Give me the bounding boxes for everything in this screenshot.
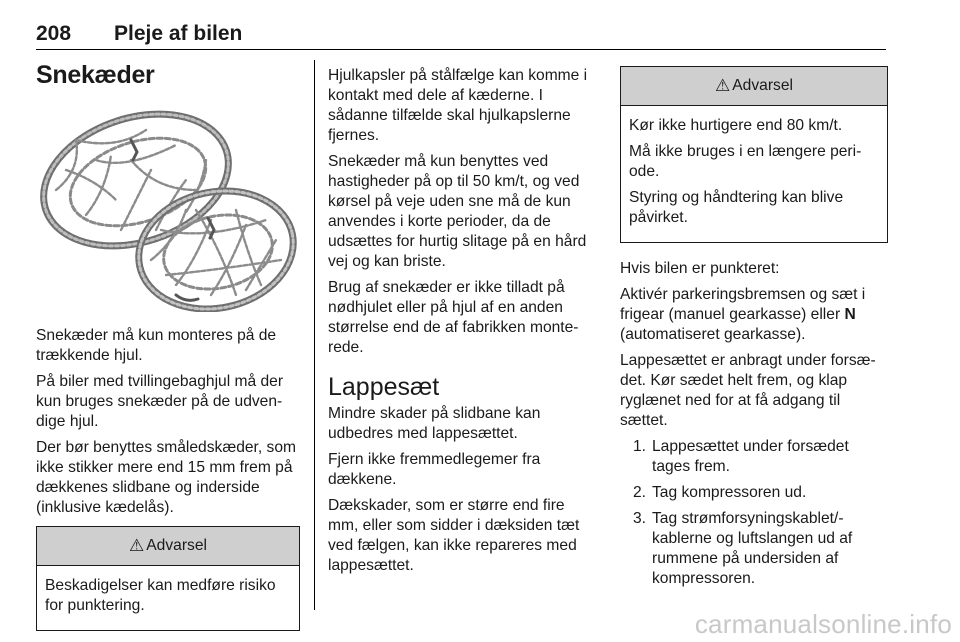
warning-box <box>620 66 888 243</box>
paragraph: Snekæder må kun benyttes ved hastigheder på op til 50 km/t, og ved kørsel på veje uden sne må de kun anvendes i korte perioder, da de udsættes for hurtig slitage på en hård vej og kan briste. <box>328 153 587 270</box>
paragraph: Hjulkapsler på stålfælge kan komme i kontakt med dele af kæderne. I sådanne tilfælde skal hjulkapslerne fjernes. <box>328 67 588 144</box>
text-run: (automatiseret gearkasse). <box>620 326 806 343</box>
step-number: 2. <box>632 484 646 501</box>
section-title-snow-chains: Snekæder <box>36 61 155 89</box>
step-number: 3. <box>632 510 646 527</box>
watermark: carmanualsonline.info <box>694 609 952 639</box>
warning-title: Advarsel <box>732 77 793 94</box>
warning-header <box>37 527 299 566</box>
paragraph: Dækskader, som er større end fire mm, eller som sidder i dæksiden tæt ved fælgen, kan ikke repareres med lappesættet. <box>328 497 580 574</box>
step-text: Tag kompressoren ud. <box>652 484 807 501</box>
step-text: Lappesættet under forsædet tages frem. <box>652 438 849 475</box>
warning-box <box>36 526 300 631</box>
list-item <box>620 437 888 477</box>
paragraph: Lappesættet er anbragt under forsæ-det. Kør sædet helt frem, og klap ryglænet ned for at få adgang til sættet. <box>620 352 876 429</box>
list-item <box>620 509 888 589</box>
snow-chain-icon <box>36 100 298 312</box>
steps-list <box>620 437 888 589</box>
warning-header <box>621 67 887 106</box>
step-number: 1. <box>632 438 646 455</box>
paragraph: Der bør benyttes småledskæder, som ikke stikker mere end 15 mm frem på dækkenes slidbane og inderside (inklusive kædelås). <box>36 439 296 516</box>
list-item <box>620 483 888 503</box>
chapter-title: Pleje af bilen <box>114 22 243 45</box>
warning-body <box>621 106 887 242</box>
paragraph <box>620 285 888 345</box>
page-number: 208 <box>36 22 72 45</box>
section-title-repair-kit: Lappesæt <box>328 373 440 401</box>
paragraph: Fjern ikke fremmedlegemer fra dækkene. <box>328 451 541 488</box>
warning-text: Kør ikke hurtigere end 80 km/t. <box>629 117 843 134</box>
snow-chains-illustration <box>36 100 298 312</box>
gear-label-n: N <box>844 306 856 323</box>
column-middle <box>328 66 592 582</box>
page-header <box>36 22 886 52</box>
step-text: Tag strømforsyningskablet/-kablerne og luftslangen ud af rummene på undersiden af kompressoren. <box>652 510 853 587</box>
header-rule <box>36 49 886 50</box>
text-run: Aktivér parkeringsbremsen og sæt i frigear (manuel gearkasse) eller <box>620 286 866 323</box>
paragraph: Brug af snekæder er ikke tilladt på nødhjulet eller på hjul af en anden størrelse end de af fabrikken monte-rede. <box>328 279 579 356</box>
paragraph: Snekæder må kun monteres på de trækkende hjul. <box>36 327 277 364</box>
warning-icon: ⚠ <box>129 536 145 555</box>
warning-text: Beskadigelser kan medføre risiko for punktering. <box>45 577 276 614</box>
warning-text: Må ikke bruges i en længere peri-ode. <box>629 143 862 180</box>
warning-title: Advarsel <box>146 537 207 554</box>
paragraph: Hvis bilen er punkteret: <box>620 260 780 277</box>
column-right <box>620 66 888 595</box>
column-left <box>36 60 300 631</box>
paragraph: På biler med tvillingebaghjul må der kun bruges snekæder på de udven-dige hjul. <box>36 373 284 430</box>
warning-body <box>37 566 299 630</box>
paragraph: Mindre skader på slidbane kan udbedres med lappesættet. <box>328 405 541 442</box>
warning-icon: ⚠ <box>715 76 731 95</box>
warning-text: Styring og håndtering kan blive påvirket. <box>629 189 844 226</box>
column-divider <box>314 60 315 610</box>
